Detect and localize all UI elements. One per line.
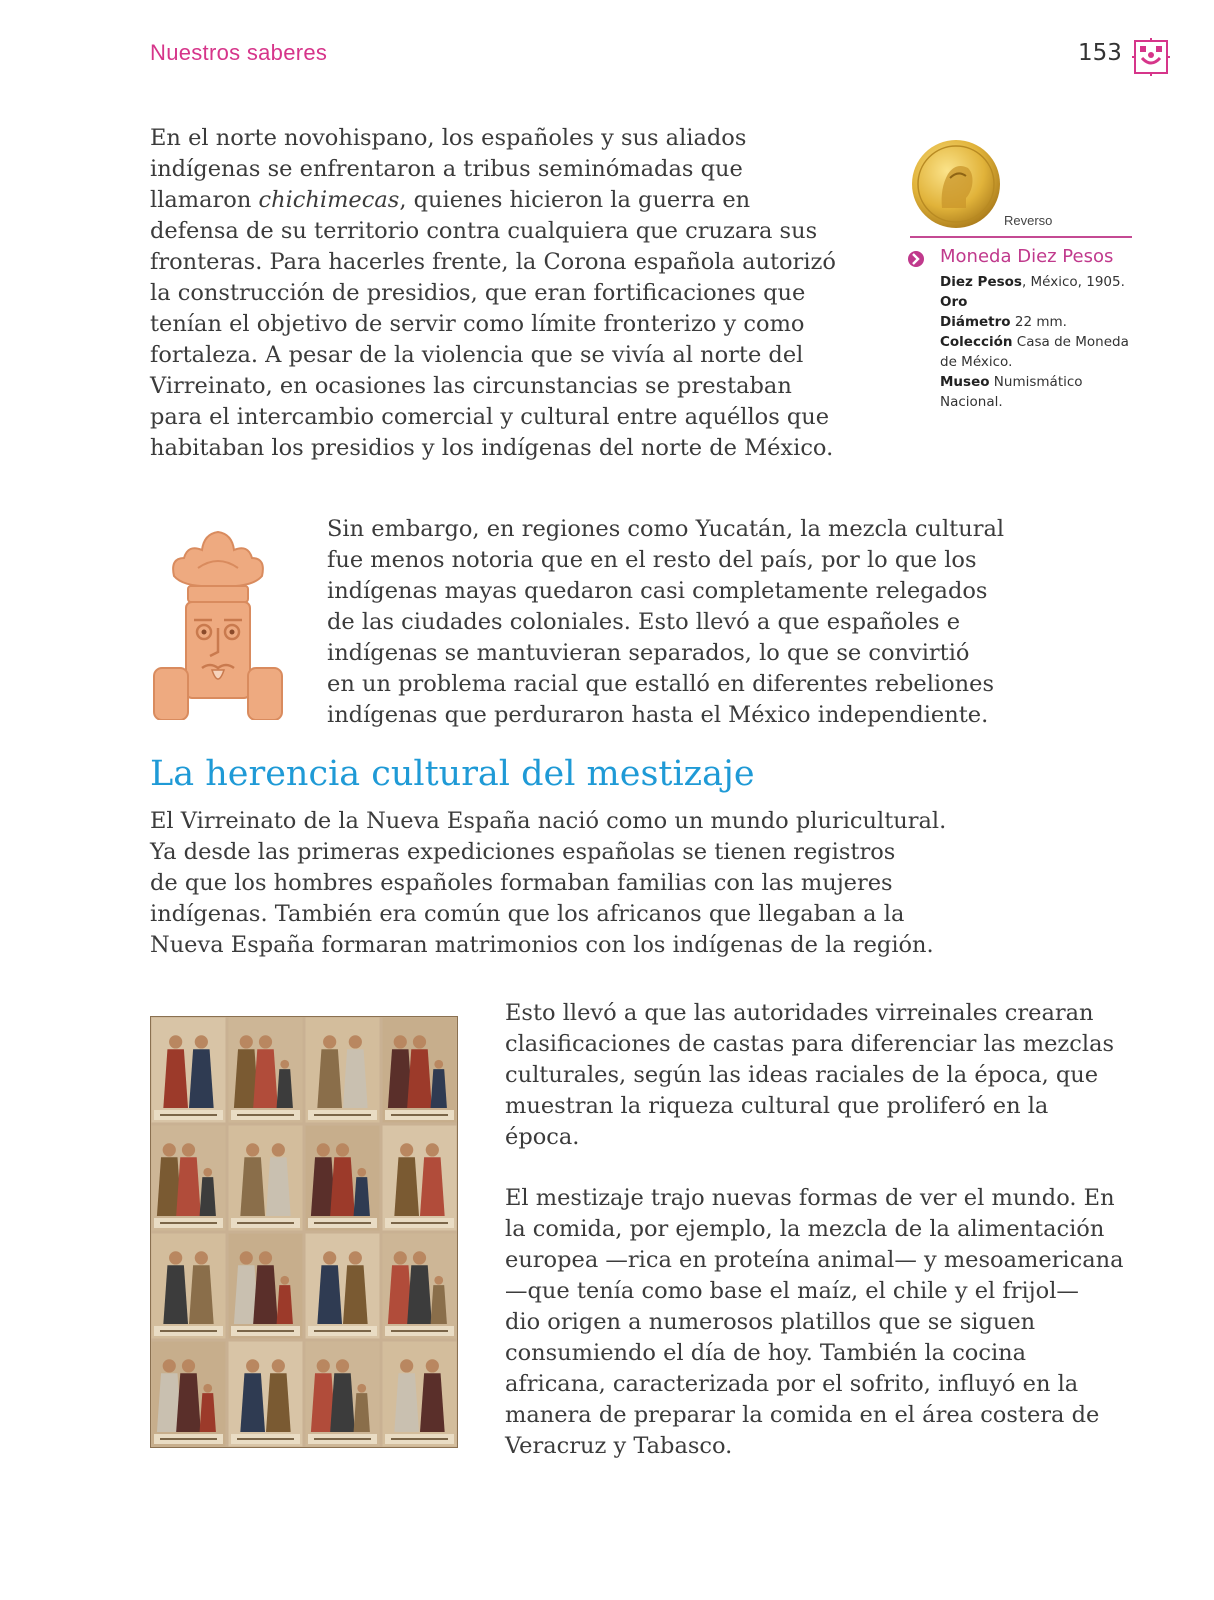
text-line: indígenas que perduraron hasta el México independiente. [327, 702, 989, 728]
coin-collection-line-2: de México. [940, 354, 1013, 370]
text-fragment: llamaron [150, 187, 259, 213]
text-line: tenían el objetivo de servir como límite fronterizo y como [150, 311, 805, 337]
coin-name-line [940, 272, 1140, 292]
text-line: para el intercambio comercial y cultural entre aquéllos que [150, 404, 830, 430]
text-line: europea —rica en proteína animal— y mesoamericana [505, 1247, 1124, 1273]
collection-value: Casa de Moneda [1012, 334, 1129, 350]
castas-panel [229, 1342, 303, 1447]
text-line: muestran la riqueza cultural que proliferó en la [505, 1093, 1049, 1119]
paragraph-yucatan [327, 514, 1017, 731]
text-line: Nueva España formaran matrimonios con los indígenas de la región. [150, 932, 934, 958]
coin-face-label: Reverso [1004, 213, 1053, 228]
castas-panel [306, 1234, 380, 1339]
coin-title: Moneda Diez Pesos [940, 246, 1114, 267]
coin-museum-line [940, 372, 1140, 392]
text-line: africana, caracterizada por el sofrito, influyó en la [505, 1371, 1079, 1397]
text-line: —que tenía como base el maíz, el chile y el frijol— [505, 1278, 1079, 1304]
text-line: indígenas se mantuvieran separados, lo que se convirtió [327, 640, 970, 666]
castas-panel [229, 1234, 303, 1339]
page-number: 153 [1078, 40, 1122, 66]
text-line: fue menos notoria que en el resto del país, por lo que los [327, 547, 977, 573]
coin-museum-line-2: Nacional. [940, 394, 1003, 410]
castas-painting-icon [150, 1016, 458, 1448]
paragraph-food [505, 1183, 1145, 1462]
text-line: indígenas se enfrentaron a tribus seminómadas que [150, 156, 743, 182]
castas-panel [306, 1126, 380, 1231]
text-line: en un problema racial que estalló en diferentes rebeliones [327, 671, 995, 697]
text-line: El mestizaje trajo nuevas formas de ver el mundo. En [505, 1185, 1115, 1211]
castas-panel [383, 1018, 457, 1123]
paragraph-pluricultural [150, 806, 970, 961]
text-line: fronteras. Para hacerles frente, la Corona española autorizó [150, 249, 836, 275]
paragraph-castas [505, 998, 1145, 1153]
text-line: de que los hombres españoles formaban familias con las mujeres [150, 870, 893, 896]
castas-panel [152, 1018, 226, 1123]
text-line: Virreinato, en ocasiones las circunstancias se prestaban [150, 373, 792, 399]
castas-panel [383, 1234, 457, 1339]
text-line: consumiendo el día de hoy. También la cocina [505, 1340, 1027, 1366]
castas-panel [383, 1342, 457, 1447]
castas-panel [383, 1126, 457, 1231]
coin-material-line [940, 292, 1140, 312]
text-line: indígenas mayas quedaron casi completamente relegados [327, 578, 988, 604]
diameter-label: Diámetro [940, 314, 1011, 330]
castas-panel [152, 1126, 226, 1231]
text-line: la comida, por ejemplo, la mezcla de la alimentación [505, 1216, 1105, 1242]
text-line: manera de preparar la comida en el área costera de [505, 1402, 1100, 1428]
castas-panel [229, 1018, 303, 1123]
text-line: indígenas. También era común que los africanos que llegaban a la [150, 901, 905, 927]
museum-value: Numismático [989, 374, 1083, 390]
collection-label: Colección [940, 334, 1013, 350]
castas-panel [306, 1018, 380, 1123]
maya-mask-icon [148, 528, 288, 720]
text-line: Sin embargo, en regiones como Yucatán, la mezcla cultural [327, 516, 1005, 542]
text-line: Ya desde las primeras expediciones españolas se tienen registros [150, 839, 896, 865]
text-fragment: , quienes hicieron la guerra en [399, 187, 751, 213]
italic-term: chichimecas [258, 187, 400, 213]
text-line: habitaban los presidios y los indígenas del norte de México. [150, 435, 834, 461]
text-line: defensa de su territorio contra cualquiera que cruzara sus [150, 218, 818, 244]
text-line: clasificaciones de castas para diferenciar las mezclas [505, 1031, 1115, 1057]
text-line: Esto llevó a que las autoridades virreinales crearan [505, 1000, 1094, 1026]
text-line: de las ciudades coloniales. Esto llevó a que españoles e [327, 609, 961, 635]
castas-panel [152, 1342, 226, 1447]
running-header: Nuestros saberes [150, 40, 328, 65]
gold-coin-icon [910, 138, 1002, 230]
text-line: época. [505, 1124, 580, 1150]
castas-panel [229, 1126, 303, 1231]
text-line: El Virreinato de la Nueva España nació como un mundo pluricultural. [150, 808, 947, 834]
chevron-right-icon [907, 250, 925, 268]
museum-label: Museo [940, 374, 990, 390]
coin-collection-line [940, 332, 1140, 352]
text-line: la construcción de presidios, que eran fortificaciones que [150, 280, 806, 306]
text-line [150, 185, 850, 216]
aztec-glyph-icon [1132, 38, 1170, 76]
coin-diameter-line [940, 312, 1140, 332]
section-title: La herencia cultural del mestizaje [150, 754, 755, 794]
divider [910, 236, 1132, 238]
text-line: En el norte novohispano, los españoles y sus aliados [150, 125, 747, 151]
paragraph-north-presidios [150, 123, 850, 464]
text-line: dio origen a numerosos platillos que se siguen [505, 1309, 1036, 1335]
coin-material: Oro [940, 294, 968, 310]
castas-panel [306, 1342, 380, 1447]
text-line: culturales, según las ideas raciales de la época, que [505, 1062, 1099, 1088]
coin-details [940, 272, 1140, 412]
diameter-value: 22 mm. [1010, 314, 1067, 330]
coin-origin: , México, 1905. [1021, 274, 1125, 290]
text-line: fortaleza. A pesar de la violencia que se vivía al norte del [150, 342, 804, 368]
castas-panel [152, 1234, 226, 1339]
coin-name: Diez Pesos [940, 274, 1022, 290]
text-line: Veracruz y Tabasco. [505, 1433, 733, 1459]
